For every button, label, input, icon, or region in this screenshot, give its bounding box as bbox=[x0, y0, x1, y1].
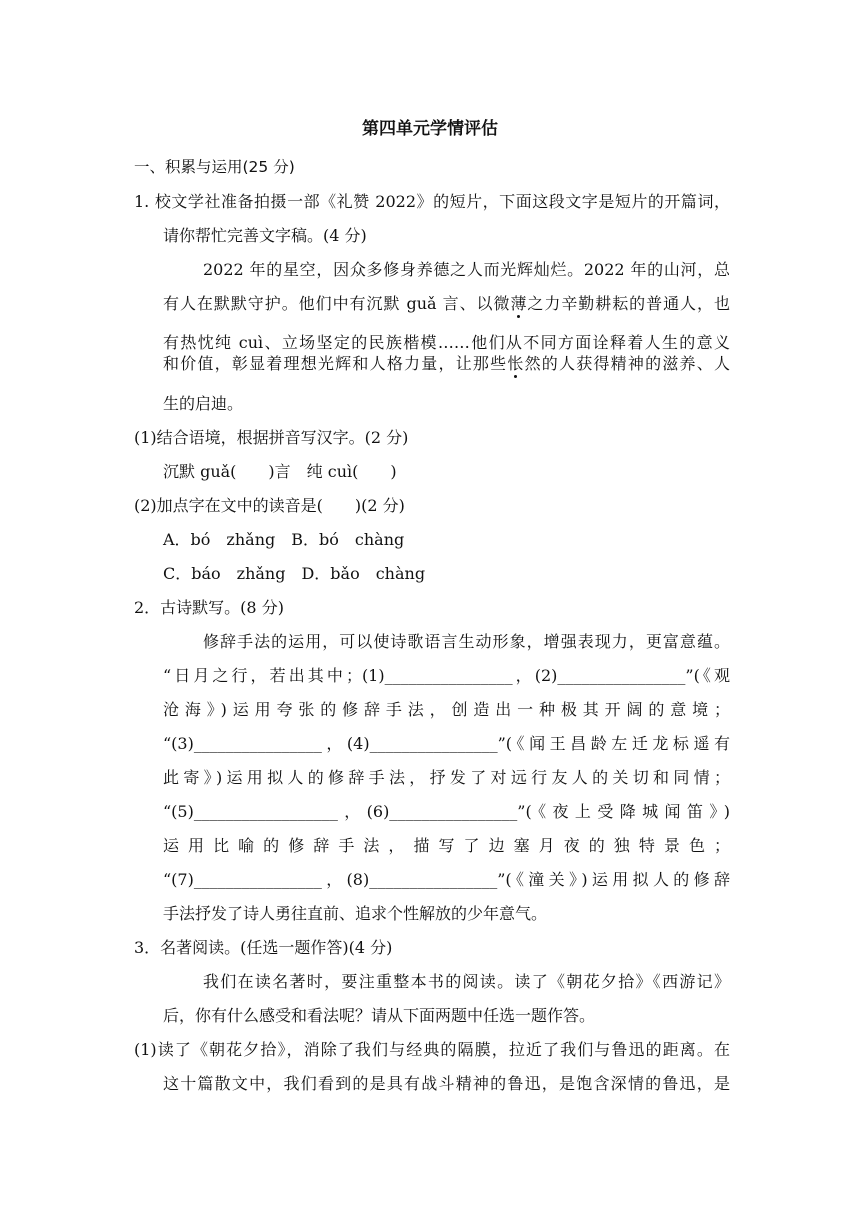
passage-text: 之力辛勤耕耘的普通人，也 bbox=[527, 294, 730, 313]
poem-paragraph-line: 运用比喻的修辞手法，描写了边塞月夜的独特景色； bbox=[163, 836, 730, 855]
option-line[interactable]: C．báo zhǎng D．bǎo chàng bbox=[163, 564, 426, 583]
poem-paragraph-line[interactable]: “(5)__________________，(6)________________”(《夜上受降城闻笛》) bbox=[163, 802, 730, 821]
dotted-char: 怅 bbox=[507, 354, 525, 373]
sub-question-2: (2)加点字在文中的读音是( )(2 分) bbox=[134, 496, 405, 515]
passage-line bbox=[163, 293, 730, 315]
passage-text: 有人在默默守护。他们中有沉默 guǎ 言、以微 bbox=[163, 294, 511, 313]
page-title: 第四单元学情评估 bbox=[362, 119, 498, 139]
passage-line: 2022 年的星空，因众多修身养德之人而光辉灿烂。2022 年的山河，总 bbox=[203, 260, 730, 279]
poem-paragraph-line[interactable]: “日月之行，若出其中；(1)________________，(2)________________”(《观 bbox=[163, 666, 730, 685]
question-1-prompt: 1. 校文学社准备拍摄一部《礼赞 2022》的短片，下面这段文字是短片的开篇词， bbox=[134, 192, 730, 211]
poem-paragraph-line[interactable]: “(7)________________，(8)________________”(《潼关》)运用拟人的修辞 bbox=[163, 870, 730, 889]
sub-question-1: (1)结合语境，根据拼音写汉字。(2 分) bbox=[134, 428, 409, 447]
passage-text: 然的人获得精神的滋养、人 bbox=[524, 354, 730, 373]
answer-blank-line[interactable]: 沉默 guǎ( )言 纯 cuì( ) bbox=[163, 462, 397, 481]
question-2-prompt: 2．古诗默写。(8 分) bbox=[134, 598, 284, 617]
poem-paragraph-line: 手法抒发了诗人勇往直前、追求个性解放的少年意气。 bbox=[163, 904, 548, 923]
passage-text: 和价值，彰显着理想光辉和人格力量，让那些 bbox=[163, 354, 508, 373]
option-line[interactable]: A．bó zhǎng B．bó chàng bbox=[163, 530, 405, 549]
passage-line: 生的启迪。 bbox=[163, 394, 244, 413]
poem-paragraph-line: 沧海》)运用夸张的修辞手法，创造出一种极其开阔的意境； bbox=[163, 700, 730, 719]
section-heading: 一、积累与运用(25 分) bbox=[134, 158, 295, 176]
passage-line: 有热忱纯 cuì、立场坚定的民族楷模……他们从不同方面诠释着人生的意义 bbox=[163, 333, 730, 352]
passage-line bbox=[163, 353, 730, 375]
question-3-prompt: 3．名著阅读。(任选一题作答)(4 分) bbox=[134, 938, 393, 957]
poem-paragraph-line[interactable]: “(3)________________，(4)________________”(《闻王昌龄左迁龙标遥有 bbox=[163, 734, 730, 753]
poem-paragraph-line: 修辞手法的运用，可以使诗歌语言生动形象，增强表现力，更富意蕴。 bbox=[203, 632, 730, 651]
question-3-sub-1-cont: 这十篇散文中，我们看到的是具有战斗精神的鲁迅，是饱含深情的鲁迅，是 bbox=[163, 1074, 730, 1093]
poem-paragraph-line: 此寄》)运用拟人的修辞手法，抒发了对远行友人的关切和同情； bbox=[163, 768, 730, 787]
question-3-text: 我们在读名著时，要注重整本书的阅读。读了《朝花夕拾》《西游记》 bbox=[203, 972, 730, 991]
question-1-prompt-cont: 请你帮忙完善文字稿。(4 分) bbox=[163, 226, 367, 245]
dotted-char: 薄 bbox=[510, 294, 528, 313]
question-3-text: 后，你有什么感受和看法呢？请从下面两题中任选一题作答。 bbox=[163, 1006, 596, 1025]
question-3-sub-1: (1)读了《朝花夕拾》，消除了我们与经典的隔膜，拉近了我们与鲁迅的距离。在 bbox=[134, 1040, 730, 1059]
